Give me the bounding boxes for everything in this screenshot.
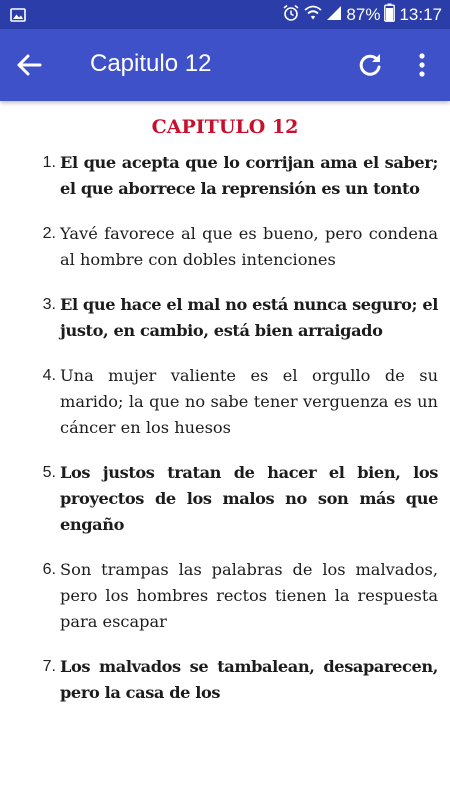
verse-item[interactable] — [0, 363, 438, 441]
verse-text: Yavé favorece al que es bueno, pero condena al hombre con dobles intenciones — [60, 224, 438, 269]
app-bar — [0, 29, 450, 101]
clock-time: 13:17 — [399, 5, 442, 24]
verse-text: Los justos tratan de hacer el bien, los proyectos de los malos no son más que engaño — [60, 463, 438, 534]
verse-text: Una mujer valiente es el orgullo de su marido; la que no sabe tener verguenza es un cáncer en los huesos — [60, 366, 438, 437]
battery-percent: 87% — [346, 5, 381, 24]
verse-number: 3. — [42, 296, 56, 313]
more-vert-icon — [412, 51, 432, 79]
verse-number: 7. — [42, 658, 56, 675]
verse-number: 1. — [42, 154, 56, 171]
verse-number: 5. — [42, 464, 56, 481]
signal-icon — [326, 5, 342, 26]
verse-item[interactable] — [0, 460, 438, 538]
verse-item[interactable] — [0, 557, 438, 635]
more-options-button[interactable] — [412, 51, 432, 79]
refresh-icon — [356, 51, 384, 79]
verse-text: El que acepta que lo corrijan ama el saber; el que aborrece la reprensión es un tonto — [60, 153, 438, 198]
battery-icon — [384, 3, 395, 27]
verse-text: Son trampas las palabras de los malvados, pero los hombres rectos tienen la respuesta para escapar — [60, 560, 438, 631]
verse-number: 2. — [42, 225, 56, 242]
page-title: Capitulo 12 — [90, 50, 212, 77]
verse-item[interactable] — [0, 150, 438, 202]
gallery-icon — [10, 7, 26, 26]
chapter-heading: CAPITULO 12 — [151, 116, 299, 138]
verse-text: Los malvados se tambalean, desaparecen, pero la casa de los — [60, 657, 438, 702]
verse-item[interactable] — [0, 654, 438, 706]
back-arrow-icon — [14, 51, 46, 79]
chapter-content[interactable] — [0, 101, 450, 800]
refresh-button[interactable] — [356, 51, 384, 79]
verse-item[interactable] — [0, 292, 438, 344]
verse-number: 6. — [42, 561, 56, 578]
verse-text: El que hace el mal no está nunca seguro; el justo, en cambio, está bien arraigado — [60, 295, 438, 340]
status-bar — [0, 0, 450, 29]
back-button[interactable] — [14, 51, 46, 79]
verse-list — [0, 150, 450, 706]
verse-number: 4. — [42, 367, 56, 384]
alarm-icon — [282, 4, 300, 27]
wifi-icon — [304, 5, 322, 26]
verse-item[interactable] — [0, 221, 438, 273]
